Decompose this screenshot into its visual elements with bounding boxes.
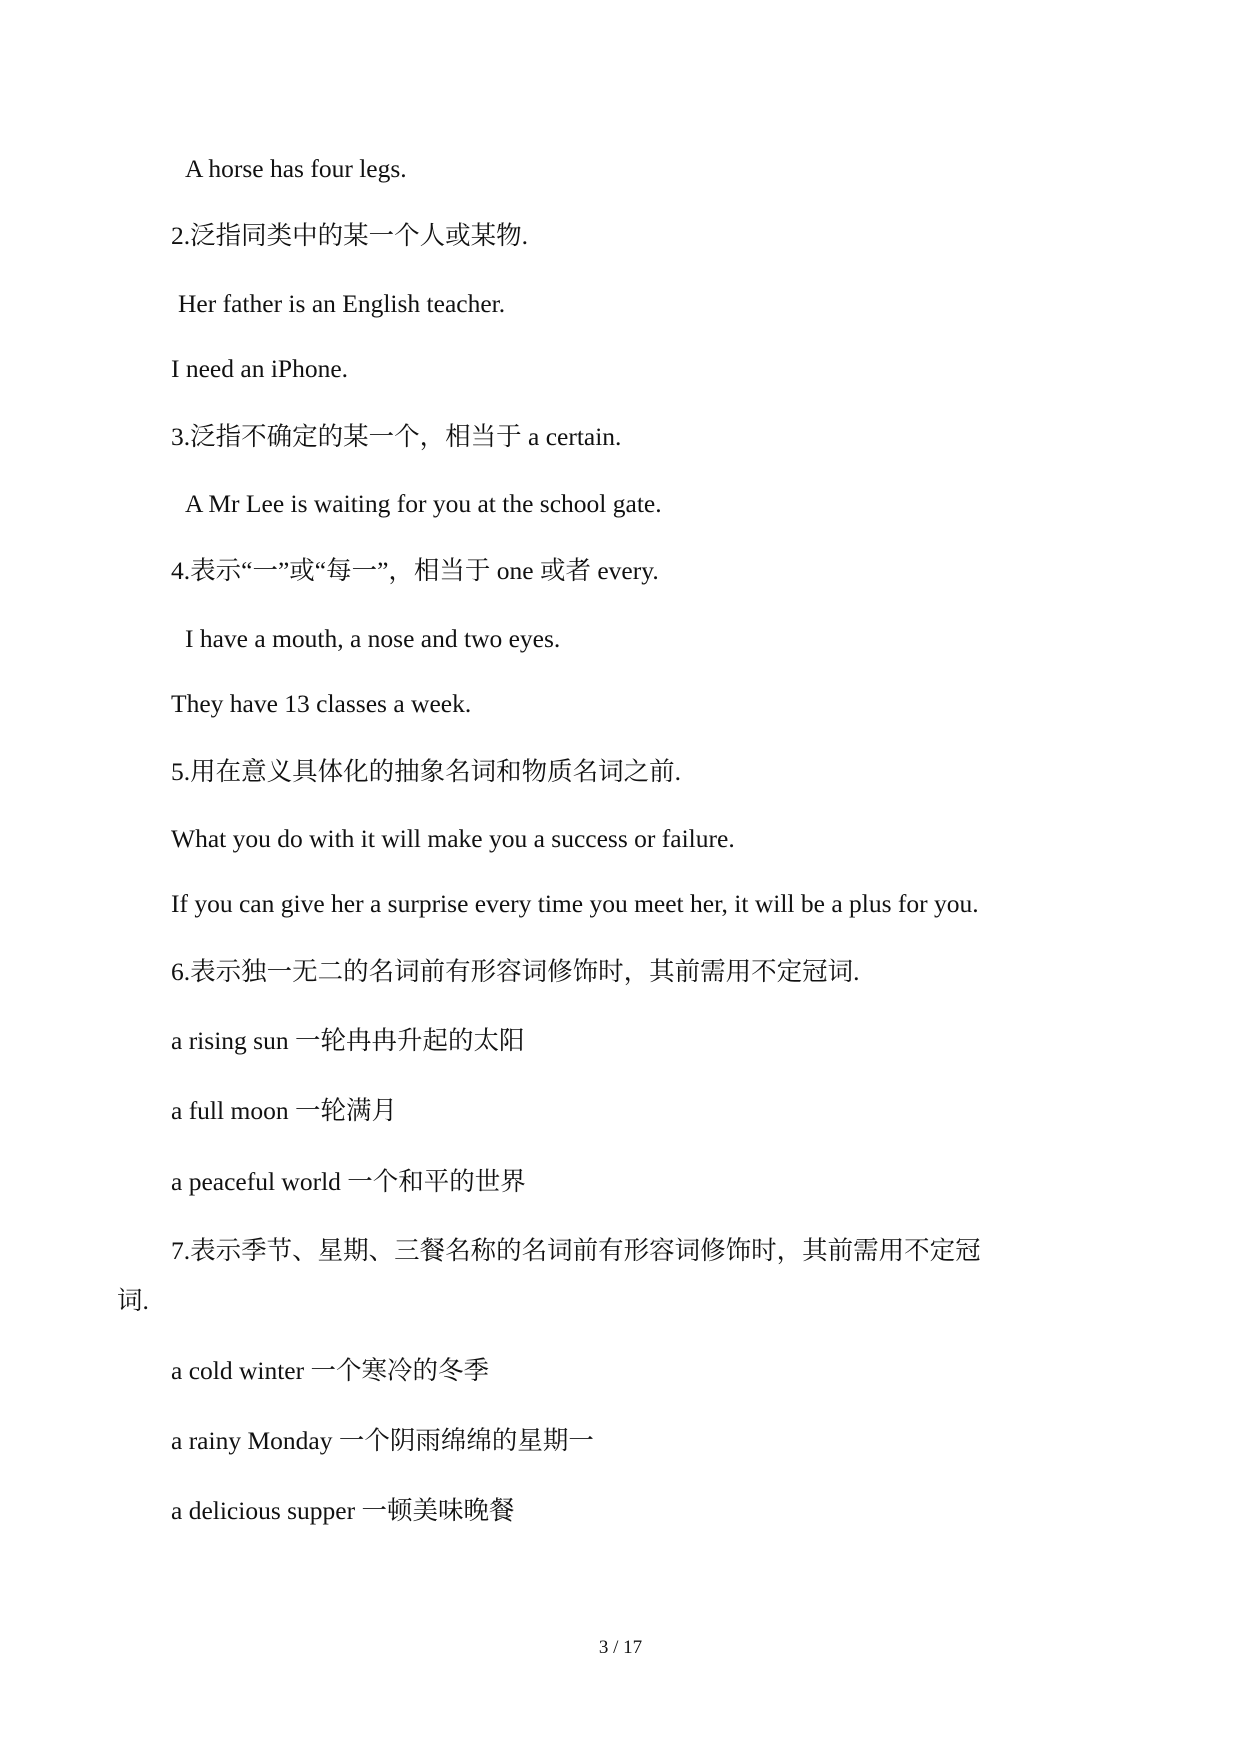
example-phrase: a rising sun 一轮冉冉升起的太阳 [171,1026,525,1055]
example-phrase: a cold winter 一个寒冷的冬季 [171,1356,489,1385]
rule-heading: 6.表示独一无二的名词前有形容词修饰时，其前需用不定冠词. [171,957,860,986]
example-sentence: They have 13 classes a week. [171,689,472,718]
example-phrase: a full moon 一轮满月 [171,1096,397,1125]
example-sentence: A Mr Lee is waiting for you at the school gate. [185,489,662,518]
example-sentence: If you can give her a surprise every time you meet her, it will be a plus for you. [171,889,979,918]
rule-heading: 3.泛指不确定的某一个，相当于 a certain. [171,422,622,451]
example-phrase: a peaceful world 一个和平的世界 [171,1167,526,1196]
example-sentence: Her father is an English teacher. [178,289,506,318]
page-number: 3 / 17 [598,1637,643,1658]
example-sentence: I need an iPhone. [171,354,349,383]
rule-heading: 7.表示季节、星期、三餐名称的名词前有形容词修饰时，其前需用不定冠 [171,1236,981,1265]
rule-heading-continuation: 词. [117,1286,149,1315]
rule-heading: 5.用在意义具体化的抽象名词和物质名词之前. [171,757,682,786]
rule-heading: 4.表示“一”或“每一”，相当于 one 或者 every. [171,556,659,585]
rule-heading: 2.泛指同类中的某一个人或某物. [171,221,529,250]
example-sentence: A horse has four legs. [185,154,407,183]
example-phrase: a delicious supper 一顿美味晚餐 [171,1496,515,1525]
example-sentence: What you do with it will make you a success or failure. [171,824,735,853]
example-phrase: a rainy Monday 一个阴雨绵绵的星期一 [171,1426,594,1455]
example-sentence: I have a mouth, a nose and two eyes. [185,624,561,653]
